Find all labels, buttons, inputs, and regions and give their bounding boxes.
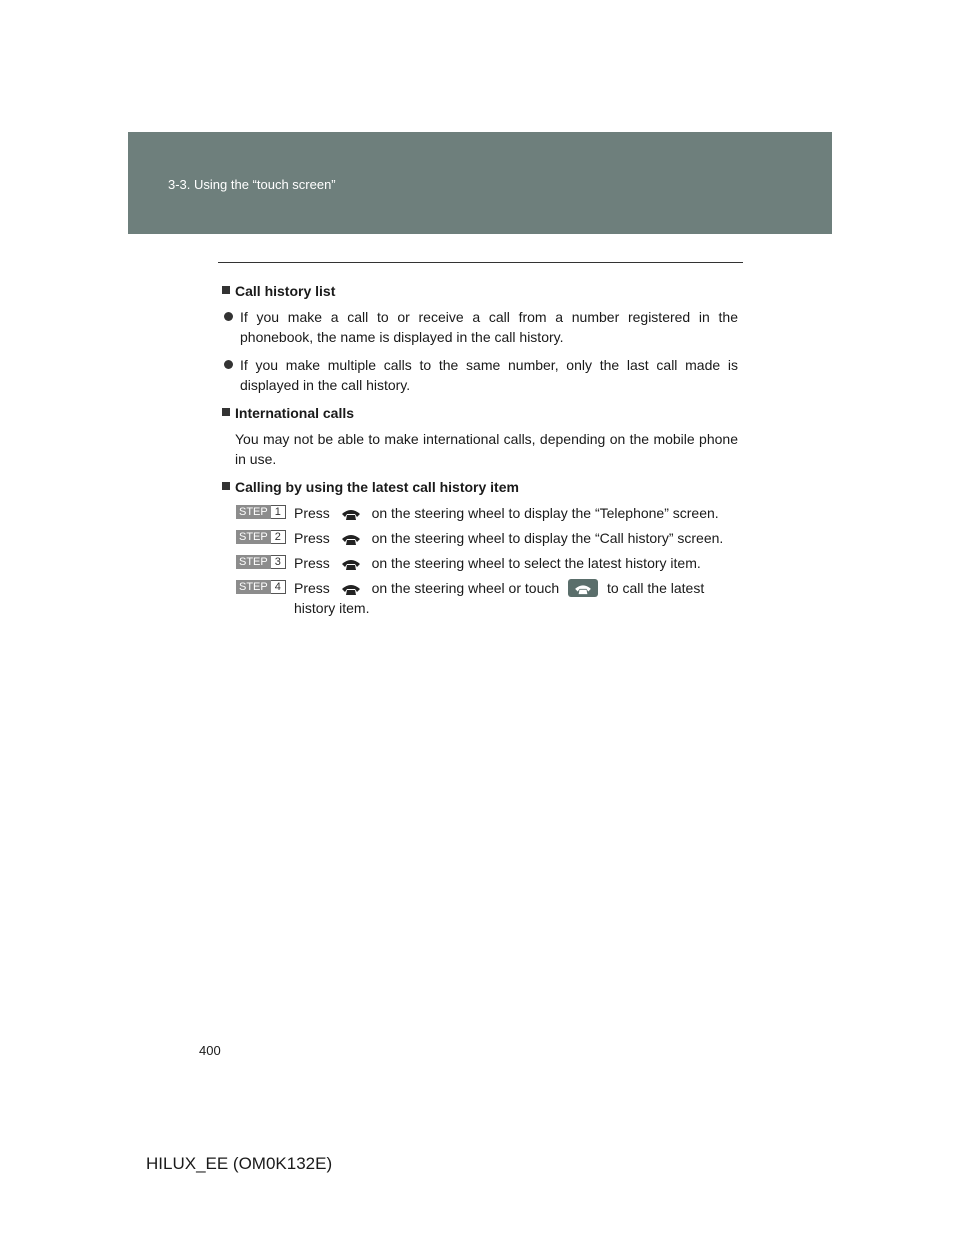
step-1: STEP 1 Press on the steering wheel to display the “Telephone” screen.	[222, 503, 738, 523]
bullet-item: If you make multiple calls to the same number, only the last call made is displayed in the call history.	[222, 355, 738, 395]
international-calls-text: You may not be able to make international calls, depending on the mobile phone in use.	[235, 431, 738, 467]
document-code: HILUX_EE (OM0K132E)	[146, 1154, 333, 1173]
heading-call-history: Call history list	[222, 281, 738, 301]
round-bullet-icon	[224, 312, 233, 321]
square-bullet-icon	[222, 286, 230, 294]
phone-handset-icon	[340, 555, 362, 571]
square-bullet-icon	[222, 482, 230, 490]
bullet-item: If you make a call to or receive a call from a number registered in the phonebook, the name is displayed in the call history.	[222, 307, 738, 347]
step-badge: STEP 3	[236, 555, 286, 569]
phone-handset-icon	[340, 580, 362, 596]
page-content	[222, 281, 738, 623]
step-badge: STEP 4	[236, 580, 286, 594]
call-button-icon	[568, 579, 598, 597]
page-number: 400	[199, 1043, 221, 1058]
phone-handset-icon	[340, 505, 362, 521]
step-4: STEP 4 Press on the steering wheel or touch to call the latest history item.	[222, 578, 738, 618]
section-title: 3-3. Using the “touch screen”	[168, 177, 336, 192]
step-badge: STEP 1	[236, 505, 286, 519]
square-bullet-icon	[222, 408, 230, 416]
round-bullet-icon	[224, 360, 233, 369]
top-divider	[218, 262, 743, 263]
step-badge: STEP 2	[236, 530, 286, 544]
phone-handset-icon	[340, 530, 362, 546]
heading-latest-call: Calling by using the latest call history item	[222, 477, 738, 497]
heading-international-calls: International calls	[222, 403, 738, 423]
step-3: STEP 3 Press on the steering wheel to select the latest history item.	[222, 553, 738, 573]
header-band	[128, 132, 832, 234]
step-2: STEP 2 Press on the steering wheel to display the “Call history” screen.	[222, 528, 738, 548]
